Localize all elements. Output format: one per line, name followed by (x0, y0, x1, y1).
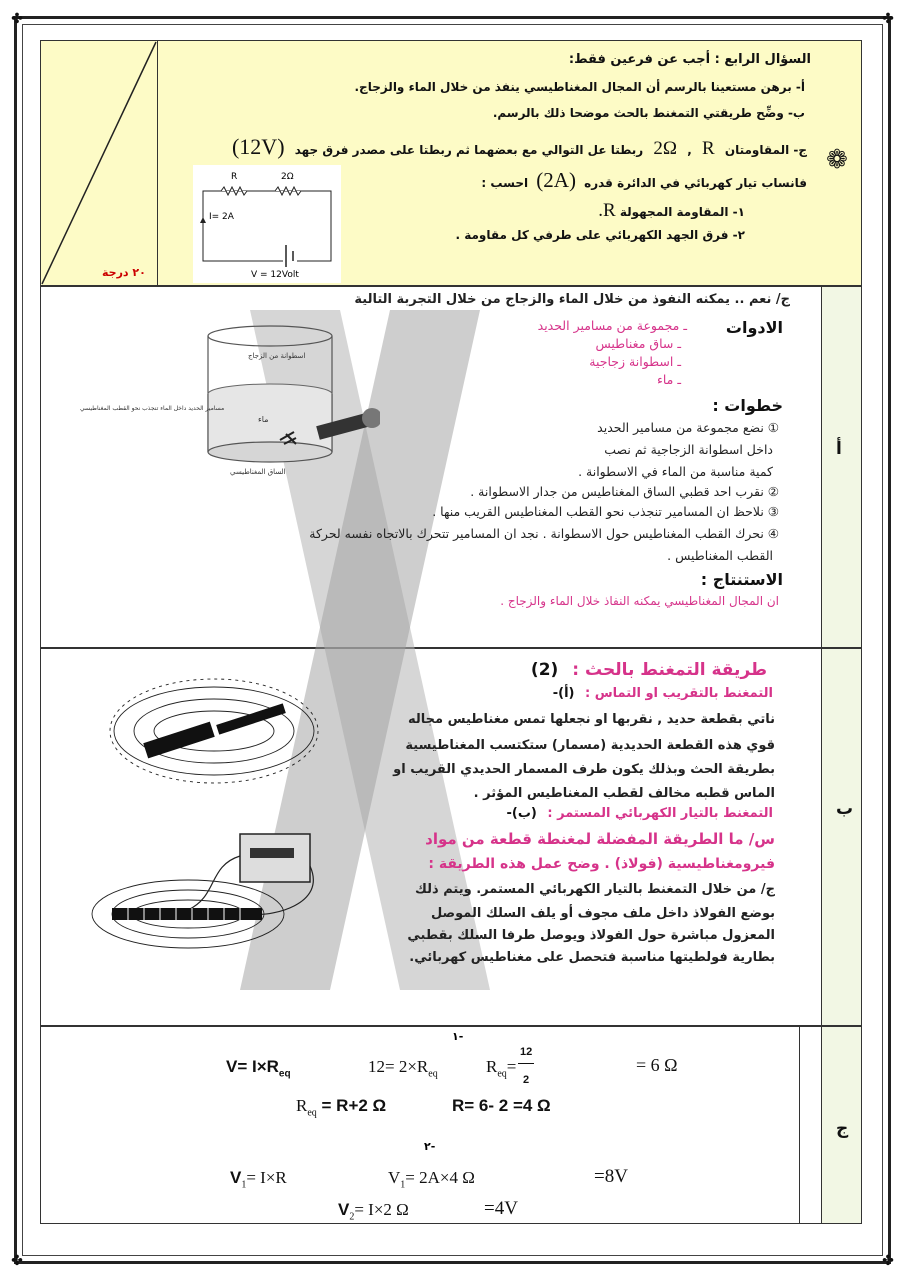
step-3: ③ نلاحظ ان المسامير تنجذب نحو القطب المغناطيس القريب منها . (432, 504, 779, 519)
question-part-c-item1 (598, 200, 745, 222)
eq3a-rest: = I×R (246, 1168, 287, 1187)
eq1b-sub: eq (428, 1068, 438, 1080)
subsection-2-text: التمغنط بالتيار الكهربائي المستمر : (547, 806, 773, 821)
section-a-label: أ (836, 439, 842, 459)
corner-ornament: ✤ (11, 11, 23, 27)
equation-2a (296, 1096, 386, 1118)
circuit-current-label: I= 2A (209, 212, 234, 222)
circuit-svg (193, 165, 341, 283)
glass-cylinder-figure (80, 322, 380, 482)
equation-1d: = 6 Ω (636, 1055, 678, 1075)
equation-3c: =8V (594, 1166, 628, 1187)
grade-label: ٢٠ درجة (102, 266, 146, 279)
equation-1a (226, 1057, 291, 1079)
circuit-voltage-label: V = 12Volt (251, 270, 299, 280)
eq1a-sub: eq (278, 1068, 291, 1080)
magnet-icon (216, 703, 286, 734)
c-item1: ١- المقاومة المجهولة (619, 205, 745, 219)
c-volt: (12V) (231, 134, 285, 159)
c-2ohm: 2Ω (653, 138, 678, 159)
subsection-2-num: (ب)- (506, 806, 537, 821)
c-amp: (2A) (536, 168, 576, 192)
tool-item: ـ ماء (656, 372, 681, 387)
c-prefix: ج- المقاومتان (724, 143, 807, 157)
equation-1b (368, 1057, 438, 1079)
circuit-r-label: R (231, 172, 238, 182)
subsection-1-num: (أ)- (552, 686, 575, 701)
fraction-bar (518, 1063, 534, 1064)
eq2a-sub: eq (307, 1107, 317, 1119)
step-1-line3: كمية مناسبة من الماء في الاسطوانة . (578, 464, 773, 479)
answer-section-c (40, 1026, 862, 1224)
question-line1: س/ ما الطريقة المفضلة لمغنطة قطعة من مواد (425, 830, 775, 848)
item-2-number: ٢- (424, 1140, 436, 1153)
eq2a-rest: = R+2 Ω (316, 1096, 387, 1115)
step-1-line1: ① نضع مجموعة من مسامير الحديد (597, 420, 779, 435)
c-r: R (701, 138, 715, 159)
steps-title: خطوات : (712, 396, 783, 415)
corner-ornament: ✤ (882, 11, 894, 27)
eq3b-text: V (388, 1168, 401, 1187)
eq1b-text: 12= 2×R (368, 1057, 429, 1076)
c-suffix: ربطتا عل التوالي مع بعضهما ثم ربطتا على مصدر فرق جهد (294, 143, 644, 157)
para-1-line4: الماس قطبه مخالف لقطب المغناطيس المؤثر . (473, 786, 775, 801)
grade-box-diagonal (40, 40, 158, 286)
question-part-b: ب- وضِّح طريقتي التمغنط بالحث موضحا ذلك بالرسم. (492, 106, 805, 120)
equation-4a (338, 1200, 409, 1222)
fraction-numerator: 12 (520, 1046, 533, 1058)
c-item1-r: R. (598, 200, 616, 221)
section-a-intro: ج/ نعم .. يمكنه النفوذ من خلال الماء والزجاج من خلال التجربة التالية (354, 292, 790, 307)
fig-glass-label: اسطوانة من الزجاج (248, 352, 306, 360)
tool-item: ـ مجموعة من مسامير الحديد (537, 318, 687, 333)
fig-water-label: ماء (258, 415, 269, 424)
equation-3a (230, 1168, 287, 1190)
question-line2: فيرومغناطيسية (فولاذ) . وضح عمل هذه الطريقة : (428, 856, 775, 872)
item-1-number: ١- (452, 1030, 464, 1043)
resistor-2ohm-icon (275, 187, 301, 195)
eq3a-sub: 1 (241, 1179, 247, 1191)
step-2: ② نقرب احد قطبي الساق المغناطيس من جدار الاسطوانة . (470, 484, 779, 499)
step-4-line2: القطب المغناطيس . (667, 548, 773, 563)
eq3a-text: V (230, 1168, 242, 1187)
question-title: السؤال الرابع : أجب عن فرعين فقط: (568, 52, 811, 67)
flower-ornament-icon: ❁ (826, 145, 848, 175)
tool-item: ـ اسطوانة زجاجية (589, 354, 681, 369)
c-line2: فانساب تيار كهربائي في الدائرة قدره (584, 176, 807, 190)
eq3b-sub: 1 (400, 1179, 406, 1191)
iron-bar-icon (143, 722, 215, 759)
eq1c-text: R (486, 1057, 498, 1076)
c-comma: , (687, 143, 692, 157)
para-2-line3: المعزول مباشرة حول الفولاذ ويوصل طرفا السلك بقطبي (407, 928, 775, 943)
para-2-line1: ج/ من خلال التمغنط بالتيار الكهربائي المستمر. ويتم ذلك (415, 882, 775, 897)
eq1c-sub: eq (497, 1068, 507, 1080)
section-b-title-num: (2) (530, 660, 559, 680)
corner-ornament: ✤ (11, 1253, 23, 1269)
equation-1c: $R_{eq}=$ (486, 1057, 517, 1080)
section-c-label: ج (836, 1119, 849, 1139)
electromagnet-figure (88, 826, 328, 966)
question-part-c-line1 (232, 134, 807, 160)
subsection-1-text: التمغنط بالتقريب او التماس : (585, 686, 773, 701)
corner-ornament: ✤ (882, 1253, 894, 1269)
step-4-line1: ④ نحرك القطب المغناطيس حول الاسطوانة . نجد ان المسامير تتحرك بالاتجاه نفسه لحركة (309, 526, 779, 541)
c-line2-end: احسب : (481, 176, 529, 190)
question-part-c-item2: ٢- فرق الجهد الكهربائي على طرفي كل مقاومة . (455, 228, 745, 242)
equation-4b: =4V (484, 1198, 518, 1219)
section-b-label: ب (836, 799, 854, 819)
eq4a-sub: 2 (349, 1211, 355, 1223)
section-b-title (531, 660, 767, 680)
eq3b-rest: = 2A×4 Ω (405, 1168, 475, 1187)
circuit-diagram (193, 165, 341, 283)
subsection-1-title (553, 686, 773, 701)
label-column (821, 287, 861, 647)
label-column (821, 649, 861, 1025)
para-1-line1: ناتي بقطعة حديد , نقربها او نجعلها تمس مغناطيس مجاله (408, 712, 775, 727)
fraction-denominator: 2 (523, 1074, 530, 1086)
fig-magnet-label: الساق المغناطيسي (230, 468, 286, 476)
question-part-a: أ- برهن مستعينا بالرسم أن المجال المغناطيسي ينفذ من خلال الماء والزجاج. (354, 80, 805, 94)
circuit-2ohm-label: 2Ω (281, 172, 294, 182)
magnet-field-figure (104, 676, 324, 786)
grade-box (40, 40, 158, 286)
resistor-r-icon (221, 187, 247, 195)
step-1-line2: داخل اسطوانة الزجاجية ثم نصب (604, 442, 773, 457)
eq4a-rest: = I×2 Ω (354, 1200, 409, 1219)
subsection-2-title (507, 806, 773, 821)
para-1-line3: بطريقة الحث وبذلك يكون طرف المسمار الحديدي القريب او (393, 762, 775, 777)
current-arrow-icon (200, 217, 206, 223)
question-part-c-line2 (481, 168, 807, 193)
eq4a-text: V (338, 1200, 350, 1219)
eq2a-text: R (296, 1096, 308, 1115)
equation-3b (388, 1168, 475, 1190)
conclusion-text: ان المجال المغناطيسي يمكنه النفاذ خلال الماء والزجاج . (500, 594, 779, 608)
para-2-line2: بوضع الفولاذ داخل ملف مجوف أو يلف السلك الموصل (430, 906, 775, 921)
para-1-line2: قوي هذه القطعة الحديدية (مسمار) ستكتسب المغناطيسية (405, 738, 775, 753)
eq1a-text: V= I×R (226, 1057, 279, 1076)
equation-2b: R= 6- 2 =4 Ω (452, 1096, 551, 1115)
conclusion-title: الاستنتاج : (700, 570, 783, 589)
tool-item: ـ ساق مغناطيس (595, 336, 681, 351)
section-b-title-text: طريقة التمغنط بالحث : (572, 660, 767, 680)
question-header (40, 40, 862, 286)
fig-nails-label: مسامير الحديد داخل الماء تنجذب نحو القطب المغناطيسي (80, 405, 225, 412)
tools-title: الادوات (725, 318, 783, 337)
para-2-line4: بطارية فولطيتها مناسبة فتحصل على مغناطيس كهربائي. (409, 950, 775, 965)
